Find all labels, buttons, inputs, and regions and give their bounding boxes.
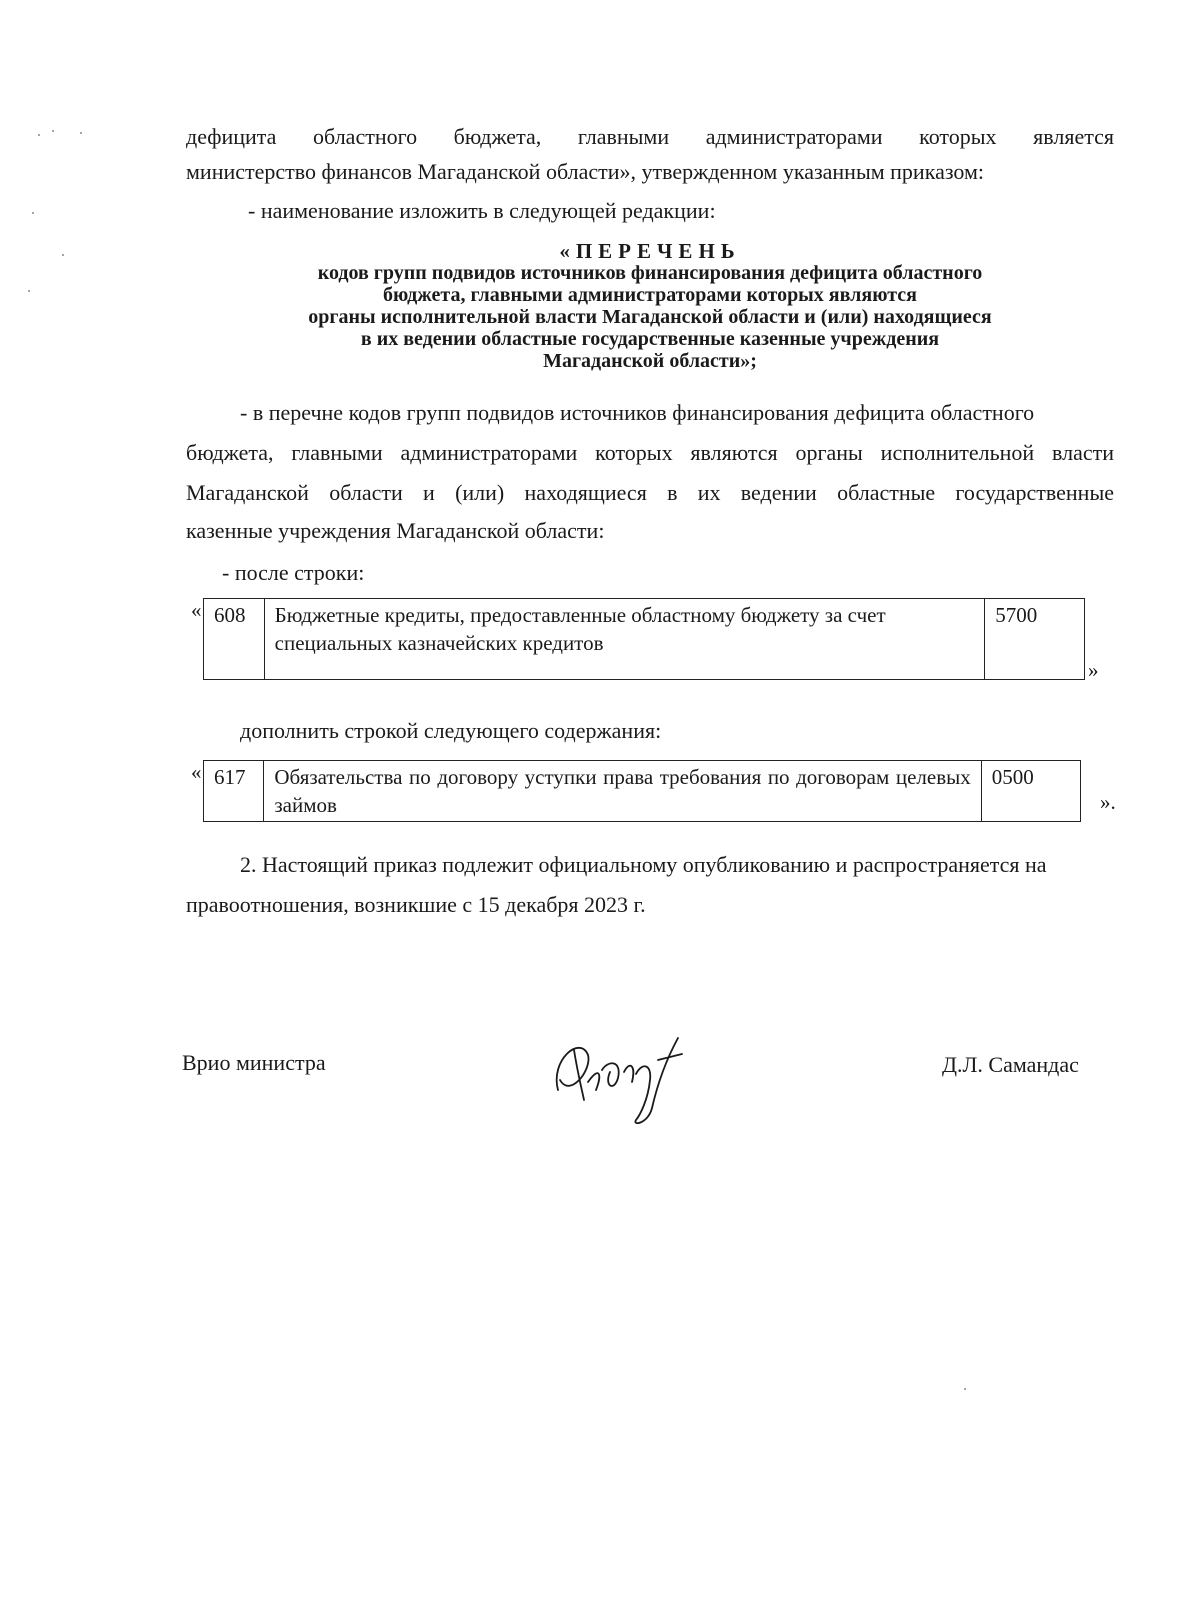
signer-name: Д.Л. Самандас — [942, 1052, 1079, 1077]
scan-speck — [62, 254, 64, 256]
scan-speck — [38, 134, 40, 136]
close-quote: » — [1088, 658, 1099, 682]
paragraph-line: правоотношения, возникшие с 15 декабря 2023 г. — [186, 892, 646, 917]
title-line: кодов групп подвидов источников финансирования дефицита областного — [317, 262, 983, 284]
scan-speck — [80, 132, 82, 134]
code-cell: 617 — [204, 761, 264, 822]
paragraph-line: Магаданской области и (или) находящиеся в их ведении областные государственные — [186, 480, 1114, 505]
subcode-cell: 0500 — [981, 761, 1080, 822]
open-quote: « — [191, 598, 202, 622]
list-item-rename: - наименование изложить в следующей редакции: — [248, 198, 716, 223]
table-row — [204, 761, 1081, 822]
paragraph-line: дефицита областного бюджета, главными администраторами которых является — [186, 124, 1114, 149]
close-quote: ». — [1100, 790, 1116, 814]
paragraph-line: - в перечне кодов групп подвидов источников финансирования дефицита областного — [240, 400, 1035, 425]
table-row — [204, 599, 1085, 680]
signer-position: Врио министра — [182, 1050, 326, 1075]
handwritten-signature — [540, 1020, 710, 1130]
subcode-cell: 5700 — [985, 599, 1085, 680]
scan-speck — [964, 1388, 966, 1390]
codes-table-existing — [203, 598, 1085, 680]
document-title — [186, 240, 1114, 372]
name-cell: Бюджетные кредиты, предоставленные областному бюджету за счет специальных казначейских кредитов — [264, 599, 985, 680]
codes-table-new — [203, 760, 1081, 822]
paragraph-line: министерство финансов Магаданской области», утвержденном указанным приказом: — [186, 159, 985, 184]
name-cell: Обязательства по договору уступки права требования по договорам целевых займов — [264, 761, 981, 822]
code-cell: 608 — [204, 599, 265, 680]
paragraph-line: казенные учреждения Магаданской области: — [186, 518, 605, 543]
title-line: бюджета, главными администраторами которых являются — [383, 284, 917, 306]
paragraph-line: бюджета, главными администраторами которых являются органы исполнительной власти — [186, 440, 1114, 465]
list-item-after-row: - после строки: — [222, 560, 365, 585]
title-line: в их ведении областные государственные казенные учреждения — [360, 328, 940, 350]
title-line: органы исполнительной власти Магаданской области и (или) находящиеся — [308, 306, 992, 328]
scan-speck — [32, 212, 34, 214]
open-quote: « — [191, 760, 202, 784]
scan-speck — [52, 130, 54, 132]
scan-speck — [28, 290, 30, 292]
title-line: Магаданской области»; — [543, 350, 757, 372]
title-heading: «ПЕРЕЧЕНЬ — [559, 239, 741, 263]
list-item-add-row: дополнить строкой следующего содержания: — [240, 718, 662, 743]
paragraph-line: 2. Настоящий приказ подлежит официальному опубликованию и распространяется на — [240, 852, 1047, 877]
